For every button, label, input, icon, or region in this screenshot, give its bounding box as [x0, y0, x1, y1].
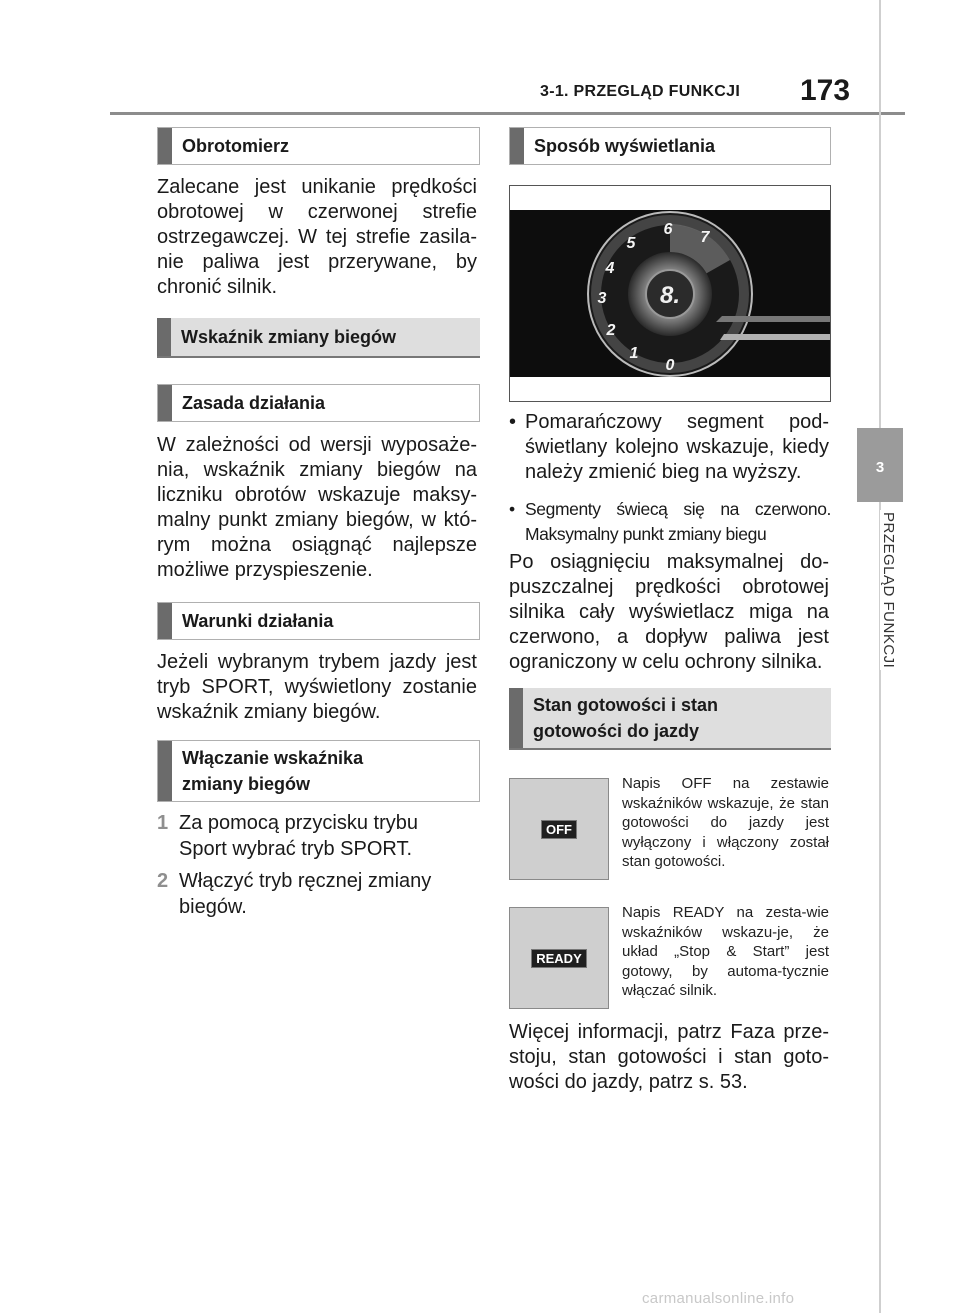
bullet-item [509, 410, 829, 485]
heading-bar [158, 603, 172, 639]
gauge-number: 0 [665, 357, 675, 374]
off-label: OFF [541, 820, 577, 839]
paragraph-wiecej: Więcej informacji, patrz Faza prze-stoju, stan gotowości i stan goto-wości do jazdy, patrz s. 53. [509, 1021, 829, 1093]
heading-label: Obrotomierz [182, 136, 290, 156]
gauge-number: 7 [700, 229, 710, 246]
section-title: 3-1. PRZEGLĄD FUNKCJI [540, 83, 741, 100]
off-caption: Napis OFF na zestawie wskaźników wskazuje, że stan gotowości do jazdy jest wyłączony i włączony został stan gotowości. [622, 775, 829, 870]
heading-stan [509, 688, 831, 750]
heading-bar [158, 741, 172, 801]
heading-label [172, 741, 373, 801]
off-indicator-image [509, 778, 609, 880]
bullet-dot: • [509, 411, 517, 433]
tachometer-display [510, 210, 830, 377]
header-rule [110, 112, 905, 115]
step-number: 1 [157, 812, 169, 834]
gear-indicator: 8. [659, 282, 681, 309]
gauge-number: 1 [629, 345, 639, 362]
heading-bar [509, 688, 523, 748]
heading-label: Warunki działania [182, 611, 334, 631]
heading-sposob [509, 127, 831, 165]
page-number: 173 [800, 74, 851, 107]
step-number: 2 [157, 870, 169, 892]
step-item [157, 810, 457, 862]
gauge-number: 2 [606, 322, 616, 339]
tachometer-illustration [509, 185, 831, 402]
speed-bar [720, 334, 830, 340]
ready-indicator-image [509, 907, 609, 1009]
heading-label [523, 688, 728, 748]
watermark: carmanualsonline.info [642, 1290, 795, 1307]
heading-bar [158, 385, 172, 421]
bullet-text: Pomarańczowy segment pod-świetlany kolejno wskazuje, kiedy należy zmienić bieg na wyższy. [525, 411, 829, 483]
bullet-item [509, 497, 831, 547]
paragraph-po: Po osiągnięciu maksymalnej do-puszczalnej prędkości obrotowej silnika cały wyświetlacz miga na czerwono, a dopływ paliwa jest ograniczony w celu ochrony silnika. [509, 551, 829, 673]
heading-obrotomierz [157, 127, 480, 165]
tachometer-gauge [510, 210, 830, 377]
ready-caption: Napis READY na zesta-wie wskaźników wskazu-je, że układ „Stop & Start” jest gotowy, by automa-tycznie włączać silnik. [622, 904, 829, 999]
paragraph-zasada: W zależności od wersji wyposaże-nia, wskaźnik zmiany biegów na liczniku obrotów wskazuje maksy-malny punkt zmiany biegów, w któ-rym można osiągnąć najlepsze możliwe przyspieszenie. [157, 434, 477, 581]
heading-label: Sposób wyświetlania [534, 136, 716, 156]
heading-line: Stan gotowości i stan [533, 695, 719, 715]
heading-bar [157, 318, 171, 356]
step-item [157, 868, 457, 920]
heading-label: Zasada działania [182, 393, 326, 413]
bullet-dot: • [509, 499, 515, 519]
step-text: Włączyć tryb ręcznej zmiany biegów. [179, 870, 432, 918]
side-line [879, 0, 881, 428]
heading-line: zmiany biegów [182, 774, 311, 794]
gauge-number: 4 [605, 260, 615, 277]
heading-wlaczanie [157, 740, 480, 802]
heading-line: gotowości do jazdy [533, 721, 700, 741]
chapter-title: PRZEGLĄD FUNKCJI [880, 512, 897, 669]
bullet-text: Segmenty świecą się na czerwono. Maksymalny punkt zmiany biegu [525, 499, 831, 544]
heading-label: Wskaźnik zmiany biegów [181, 327, 397, 347]
heading-wskaznik [157, 318, 480, 358]
heading-warunki [157, 602, 480, 640]
heading-zasada [157, 384, 480, 422]
paragraph-obrotomierz: Zalecane jest unikanie prędkości obrotowej w czerwonej strefie ostrzegawczej. W tej strefie zasila-nie paliwa jest przerywane, by chronić silnik. [157, 176, 477, 298]
heading-bar [510, 128, 524, 164]
gauge-number: 5 [626, 235, 636, 252]
gauge-number: 6 [663, 221, 673, 238]
ready-label: READY [531, 949, 587, 968]
heading-line: Włączanie wskaźnika [182, 748, 364, 768]
chapter-tab: 3 [857, 428, 903, 502]
paragraph-warunki: Jeżeli wybranym trybem jazdy jest tryb SPORT, wyświetlony zostanie wskaźnik zmiany biegów. [157, 651, 477, 723]
gauge-number: 3 [597, 290, 607, 307]
speed-bar [716, 316, 830, 322]
heading-bar [158, 128, 172, 164]
step-text: Za pomocą przycisku trybu Sport wybrać tryb SPORT. [179, 812, 418, 860]
